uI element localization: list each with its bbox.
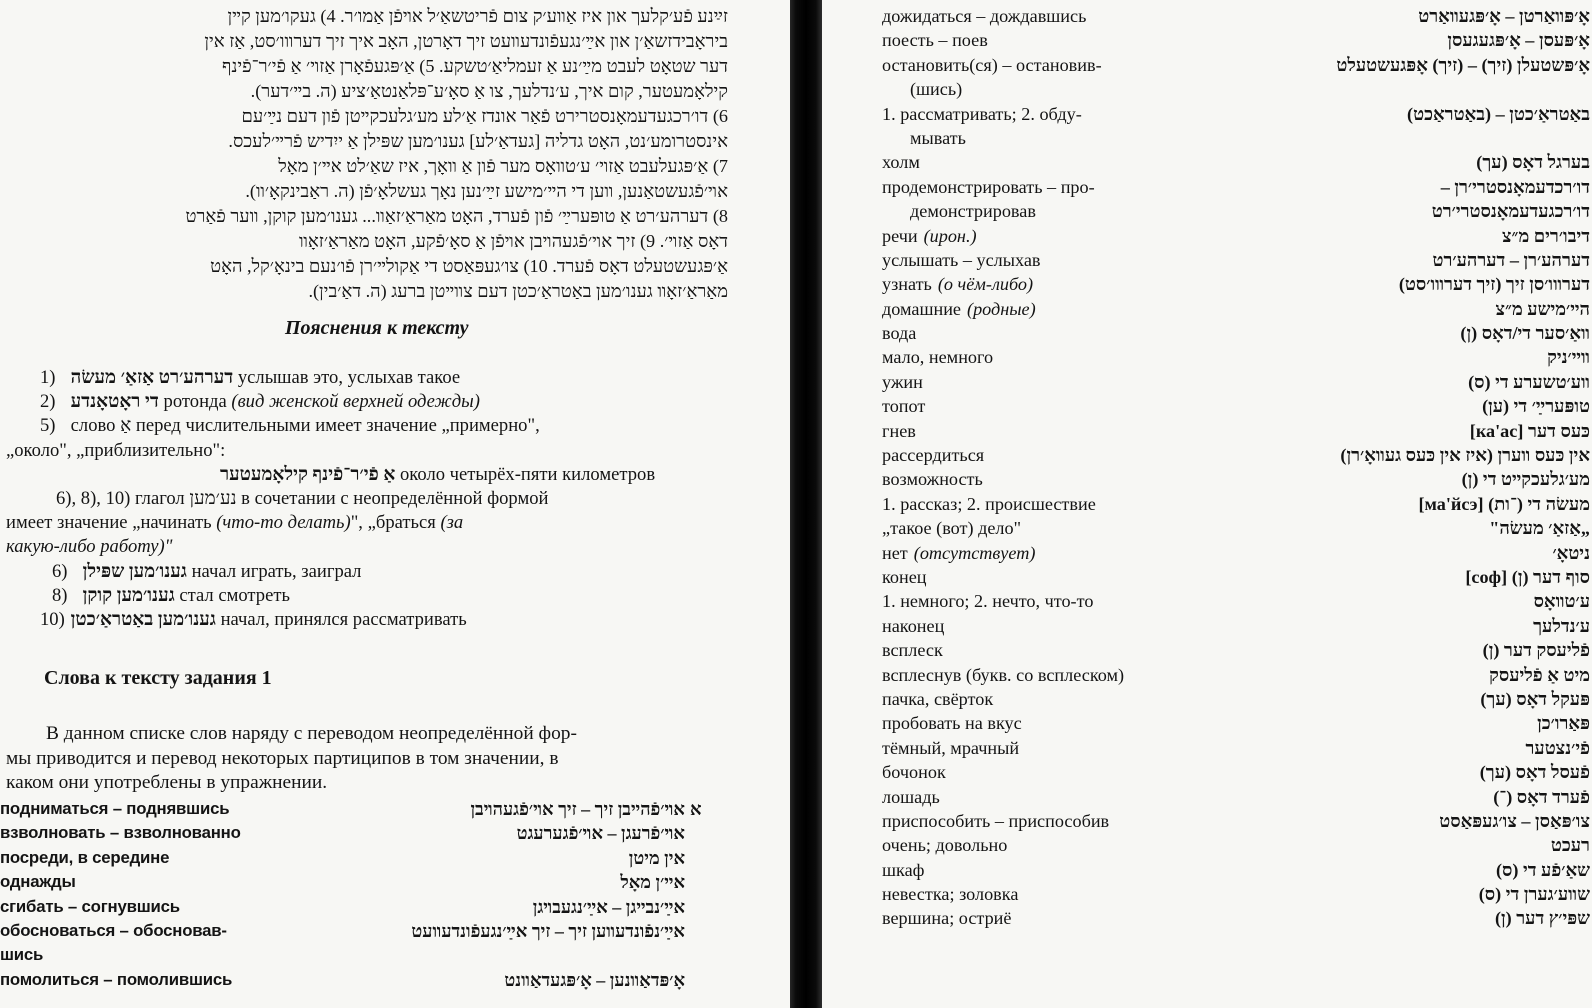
word-russian: домашние (родные) bbox=[882, 298, 1036, 319]
word-yiddish: מע׳גלעכקײט די (ן) bbox=[1461, 469, 1590, 490]
word-entry bbox=[882, 321, 1590, 345]
word-yiddish: ניטאָ׳ bbox=[1552, 542, 1590, 563]
word-russian: 1. рассматривать; 2. обду- bbox=[882, 103, 1082, 124]
word-russian: шись bbox=[0, 945, 44, 965]
word-russian: гнев bbox=[882, 420, 916, 441]
note-5-russian: слово אַ перед числительными имеет значение „примерно", bbox=[70, 415, 540, 437]
words-title: Слова к тексту задания 1 bbox=[44, 667, 272, 689]
word-yiddish: שאַ׳פֿע די (ס) bbox=[1495, 859, 1590, 880]
word-russian: бочонок bbox=[882, 762, 946, 783]
word-russian: наконец bbox=[882, 615, 945, 636]
word-entry bbox=[882, 516, 1590, 540]
yiddish-line: זײַנע פֿע׳קלעך און איז אַװע׳ק צום פֿריטשאַ׳ל אױפֿן אַמו׳ר. 4) געקו׳מען קײן bbox=[227, 6, 728, 26]
word-entry bbox=[882, 28, 1590, 52]
note-5-example bbox=[40, 463, 732, 487]
word-yiddish: װאַ׳סער די/דאָס (ן) bbox=[1460, 323, 1590, 344]
word-entry bbox=[882, 492, 1590, 516]
yiddish-line: דער שטאָט לעבט מײַ׳נע אַ זעמליאַ׳טשקע. 5) אַ׳פּגעפֿאָרן אַזױ׳ אַ פֿי׳ר־פֿינף bbox=[222, 56, 728, 76]
word-yiddish: הײ׳מישע מ״צ bbox=[1495, 298, 1590, 319]
word-russian: 1. рассказ; 2. происшествие bbox=[882, 493, 1096, 514]
word-russian: речи (ирон.) bbox=[882, 225, 977, 246]
yiddish-line: אױ׳פֿגעשטאַנען, װען די הײ׳מישע זײַ׳נען נאָך געשלאָ׳פֿן (ה. ראַבינקאָ׳װ). bbox=[245, 181, 728, 201]
word-russian: нет (отсутствует) bbox=[882, 542, 1036, 563]
word-yiddish: שפּי׳ץ דער (ן) bbox=[1494, 908, 1590, 929]
word-russian: невестка; золовка bbox=[882, 884, 1019, 905]
note-2-yiddish: די ראָטאָנדע bbox=[70, 391, 159, 413]
word-russian: лошадь bbox=[882, 786, 940, 807]
word-entry bbox=[882, 711, 1590, 735]
word-entry bbox=[882, 53, 1590, 77]
yiddish-paragraph bbox=[6, 4, 728, 304]
word-entry bbox=[882, 614, 1590, 638]
word-yiddish: טופּערײַ׳ די (ען) bbox=[1482, 396, 1590, 417]
word-yiddish: דו׳רכגעדעמאָנסטרי׳רט bbox=[1431, 201, 1590, 222]
word-entry bbox=[882, 150, 1590, 174]
word-russian: рассердиться bbox=[882, 445, 985, 466]
note-6: 6), 8), 10) глагол נע׳מען в сочетании с неопределённой формой bbox=[56, 488, 549, 510]
word-russian: узнать (о чём-либо) bbox=[882, 274, 1034, 295]
word-yiddish: װע׳טשערע די (ס) bbox=[1468, 371, 1590, 392]
yiddish-line: 6) דו׳רכגעדעמאָנסטרירט פֿאַר אונדז אַ׳לע מע׳גלעכקײטן פֿון דעם נײַ׳עם bbox=[241, 106, 728, 126]
word-entry bbox=[882, 297, 1590, 321]
example-6: 6) גענו׳מען שפּילן начал играть, заиграл bbox=[52, 560, 362, 582]
word-entry bbox=[882, 882, 1590, 906]
word-yiddish: אױ׳פֿהײבן זיך – זיך אױ׳פֿגעהױבן bbox=[470, 799, 685, 819]
word-list-left bbox=[0, 797, 735, 992]
word-yiddish: אײַ׳נבײגן – אײַ׳נגעבױגן bbox=[532, 896, 685, 917]
word-russian: продемонстрировать – про- bbox=[882, 176, 1095, 197]
word-russian: приспособить – приспособив bbox=[882, 810, 1110, 831]
word-russian: конец bbox=[882, 566, 927, 587]
word-russian: демонстрировав bbox=[910, 201, 1036, 222]
word-yiddish: פֿי׳נצטער bbox=[1525, 737, 1590, 758]
word-russian: поесть – поев bbox=[882, 30, 988, 51]
example-10: 10) גענו׳מען באַטראַ׳כטן начал, принялся рассматривать bbox=[40, 609, 467, 631]
word-entry bbox=[882, 126, 1590, 150]
note-1-russian: услышав это, услыхав такое bbox=[237, 367, 461, 388]
intro-paragraph: В данном списке слов наряду с переводом неопределённой фор- мы приводится и перевод некоторых партиципов в том значении, в каком они употреблены в упражнении. bbox=[6, 723, 577, 793]
word-entry bbox=[882, 345, 1590, 369]
note-5-example-yiddish: אַ פֿי׳ר־פֿינף קילאָמעטער bbox=[220, 463, 396, 485]
letter-marker: א bbox=[690, 799, 702, 819]
word-entry bbox=[882, 809, 1590, 833]
left-page bbox=[0, 0, 790, 1008]
word-russian: сгибать – согнувшись bbox=[0, 896, 180, 916]
word-russian: 1. немного; 2. нечто, что-то bbox=[882, 591, 1094, 612]
word-entry bbox=[882, 467, 1590, 491]
book-spine bbox=[790, 0, 822, 1008]
word-yiddish: שװע׳גערן די (ס) bbox=[1478, 884, 1590, 905]
yiddish-line: אינסטרומע׳נט, האָט גדליה [געדאַ׳לע] גענו׳מען שפּילן אַ ייִדיש פֿרײ׳לעכס. bbox=[228, 131, 728, 151]
word-russian: подниматься – поднявшись bbox=[0, 799, 230, 818]
word-yiddish: אָ׳פּװאַרטן – אָ׳פּגעװאַרט bbox=[1418, 6, 1590, 26]
word-entry bbox=[882, 4, 1590, 28]
notes-title: Пояснения к тексту bbox=[285, 317, 469, 339]
yiddish-line: ביראָבידזשאַ׳ן און אײַ׳נגעפֿונדעװעט זיך דאָרטן, האָב איך זיך דערװו׳סט, אַז אין bbox=[204, 31, 728, 51]
word-russian: возможность bbox=[882, 469, 983, 490]
word-russian: вершина; остриё bbox=[882, 908, 1012, 929]
word-entry bbox=[0, 870, 735, 894]
word-russian: услышать – услыхав bbox=[882, 249, 1041, 270]
word-yiddish: כּעס דער [ка'ас] bbox=[1469, 420, 1590, 441]
word-russian: дожидаться – дождавшись bbox=[882, 6, 1087, 26]
word-entry bbox=[0, 895, 735, 919]
word-entry bbox=[882, 760, 1590, 784]
word-list-right bbox=[882, 4, 1590, 931]
word-entry bbox=[0, 968, 735, 992]
word-yiddish: אײ׳ן מאָל bbox=[620, 872, 685, 893]
word-entry bbox=[882, 833, 1590, 857]
note-5: 5) слово אַ перед числительными имеет значение „примерно", bbox=[40, 415, 540, 437]
note-1-yiddish: דערהע׳רט אַזאַ׳ מעשׂה bbox=[70, 367, 234, 388]
yiddish-line: קילאָמעטער, קום איך, ע׳נדלעך, צו אַ סאָ׳ע־פּלאַנטאַ׳ציע (ה. בײ׳דער). bbox=[250, 81, 728, 101]
note-1: 1) דערהע׳רט אַזאַ׳ מעשׂה услышав это, услыхав такое bbox=[40, 367, 461, 388]
word-entry bbox=[882, 858, 1590, 882]
word-entry bbox=[882, 199, 1590, 223]
note-5-cont: „около", „приблизительно": bbox=[6, 439, 226, 461]
word-entry bbox=[0, 846, 735, 870]
word-entry bbox=[882, 419, 1590, 443]
yiddish-line: 8) דערהע׳רט אַ טופּערײַ׳ פֿון פֿערד, האָט מאַראַ׳זאַװ... גענו׳מען קוקן, װער פֿאַרט bbox=[185, 206, 728, 226]
word-russian: холм bbox=[882, 152, 920, 173]
word-yiddish: ע׳טװאָס bbox=[1533, 591, 1590, 612]
word-russian: мывать bbox=[910, 127, 966, 148]
word-entry bbox=[882, 638, 1590, 662]
word-yiddish: רעכט bbox=[1550, 835, 1590, 856]
word-russian: шкаф bbox=[882, 859, 925, 880]
word-russian: всплеск bbox=[882, 640, 943, 661]
word-yiddish: פּעקל דאָס (עך) bbox=[1480, 688, 1590, 709]
word-yiddish: פֿליעסק דער (ן) bbox=[1482, 640, 1590, 661]
note-6-b: имеет значение „начинать (что-то делать)", „браться (за bbox=[6, 512, 464, 534]
word-russian: мало, немного bbox=[882, 347, 994, 368]
word-russian: пробовать на вкус bbox=[882, 713, 1022, 734]
word-entry bbox=[882, 541, 1590, 565]
word-yiddish: דיבו׳רים מ״צ bbox=[1502, 225, 1590, 246]
word-yiddish: אין כּעס װערן (איז אין כּעס געװאָ׳רן) bbox=[1340, 445, 1590, 466]
word-entry bbox=[0, 797, 735, 821]
yiddish-line: דאָס אַזױ׳. 9) זיך אױ׳פֿגעהױבן אױפֿן אַ סאָ׳פֿקע, האָט מאַראַ׳זאָװ bbox=[298, 231, 728, 251]
word-russian: вода bbox=[882, 323, 917, 344]
word-entry bbox=[882, 565, 1590, 589]
word-russian: однажды bbox=[0, 872, 76, 892]
word-yiddish: דו׳רכדעמאָנסטרי׳רן – bbox=[1440, 176, 1590, 197]
word-entry bbox=[882, 77, 1590, 101]
word-entry bbox=[882, 785, 1590, 809]
word-russian: остановить(ся) – остановив- bbox=[882, 54, 1102, 75]
word-russian: взволновать – взволнованно bbox=[0, 823, 241, 843]
note-6-c: какую-либо работу)" bbox=[6, 536, 173, 558]
word-entry bbox=[882, 248, 1590, 272]
note-2-italic: (вид женской верхней одежды) bbox=[231, 391, 480, 413]
word-yiddish: מיט אַ פֿליעסק bbox=[1489, 664, 1590, 685]
word-yiddish: אױ׳פֿרעגן – אױ׳פֿגערעגט bbox=[516, 823, 685, 844]
word-russian: ужин bbox=[882, 371, 923, 392]
word-russian: помолиться – помолившись bbox=[0, 969, 233, 989]
note-2-russian: ротонда bbox=[163, 391, 227, 413]
word-entry bbox=[882, 589, 1590, 613]
word-russian: обосноваться – обосновав- bbox=[0, 920, 227, 940]
word-yiddish: פּאַרו׳כן bbox=[1537, 713, 1590, 734]
word-entry bbox=[882, 736, 1590, 760]
word-yiddish: אָ׳פּשטעלן (זיך) – (זיך) אָפּגעשטעלט bbox=[1336, 54, 1590, 75]
word-yiddish: דערװו׳סן זיך (זיך דערװו׳סט) bbox=[1398, 274, 1590, 295]
word-entry bbox=[882, 663, 1590, 687]
word-russian: очень; довольно bbox=[882, 835, 1008, 856]
word-russian: всплеснув (букв. со всплеском) bbox=[882, 664, 1125, 685]
word-yiddish: דערהע׳רן – דערהע׳רט bbox=[1432, 249, 1590, 270]
word-entry bbox=[0, 821, 735, 845]
word-yiddish: צו׳פּאַסן – צו׳געפּאַסט bbox=[1439, 810, 1590, 831]
note-2: 2) די ראָטאָנדע ротонда (вид женской верхней одежды) bbox=[40, 391, 480, 413]
word-entry bbox=[0, 943, 735, 967]
word-entry bbox=[882, 394, 1590, 418]
word-entry bbox=[882, 443, 1590, 467]
yiddish-line: אַ׳פּגעשטעלט דאָס פֿערד. 10) צו׳געפּאַסט די אַקולײ׳רן פֿו׳נעם בינאָ׳קל, האָט bbox=[210, 256, 728, 276]
word-entry bbox=[882, 102, 1590, 126]
word-yiddish: אײַ׳נפֿונדעװען זיך – זיך אײַ׳נגעפֿונדעװעט bbox=[411, 920, 685, 941]
word-entry bbox=[882, 370, 1590, 394]
word-yiddish: פֿערד דאָס (־) bbox=[1493, 786, 1590, 807]
word-yiddish: װײ׳ניק bbox=[1547, 347, 1590, 368]
word-yiddish: באַטראַ׳כטן – (באַטראַכט) bbox=[1407, 103, 1590, 124]
notes-block bbox=[6, 366, 732, 632]
yiddish-line: 7) אַ׳פּגעלעבט אַזױ׳ ע׳טװאָס מער פֿון אַ װאָך, איז שאַ׳לט אײ׳ן מאָל bbox=[278, 156, 728, 176]
word-entry bbox=[882, 272, 1590, 296]
word-russian: топот bbox=[882, 396, 926, 417]
word-yiddish: ע׳נדלעך bbox=[1533, 615, 1590, 636]
word-yiddish: אָ׳פּעסן – אָ׳פּגעגעסן bbox=[1447, 30, 1590, 51]
note-5-example-russian: около четырёх-пяти километров bbox=[400, 463, 656, 485]
word-entry bbox=[882, 224, 1590, 248]
word-yiddish: בערגל דאָס (עך) bbox=[1476, 152, 1590, 173]
word-russian: посреди, в середине bbox=[0, 847, 170, 867]
word-entry bbox=[882, 906, 1590, 930]
word-russian: пачка, свёрток bbox=[882, 688, 994, 709]
example-8: 8) גענו׳מען קוקן стал смотреть bbox=[52, 584, 290, 606]
word-yiddish: אין מיטן bbox=[628, 847, 685, 868]
word-yiddish: מעשׂה די (־ות) [ма'йсэ] bbox=[1418, 493, 1590, 514]
word-yiddish: סוף דער (ן) [соф] bbox=[1465, 566, 1590, 587]
word-entry bbox=[0, 919, 735, 943]
word-yiddish: פֿעסל דאָס (עך) bbox=[1479, 762, 1590, 783]
word-yiddish: אָ׳פּדאַװנען – אָ׳פּגעדאַװנט bbox=[504, 969, 685, 990]
right-page bbox=[822, 0, 1592, 1008]
word-russian: „такое (вот) дело" bbox=[882, 518, 1022, 539]
word-entry bbox=[882, 687, 1590, 711]
yiddish-line: מאַראַ׳זאָװ גענו׳מען באַטראַ׳כטן דעם צװײטן ברעג (ה. דאַ׳בין). bbox=[308, 281, 728, 301]
word-russian: (шись) bbox=[910, 79, 963, 100]
word-entry bbox=[882, 175, 1590, 199]
word-yiddish: „אַזאַ׳ מעשׂה" bbox=[1489, 518, 1590, 539]
word-russian: тёмный, мрачный bbox=[882, 737, 1020, 758]
